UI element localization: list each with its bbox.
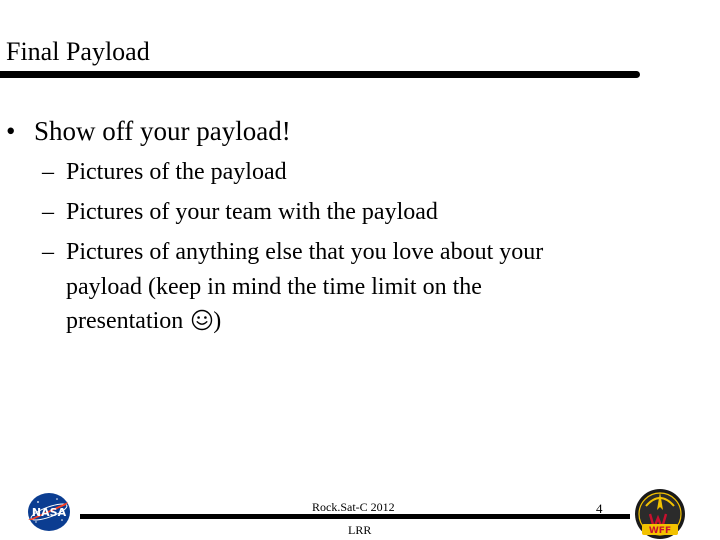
smiley-face-icon	[191, 309, 213, 331]
wff-logo	[632, 484, 688, 540]
footer-review: LRR	[348, 523, 372, 537]
sub-bullet-text: presentation	[66, 308, 184, 334]
sub-bullet-text: Pictures of anything else that you love about your	[66, 239, 544, 265]
sub-bullet-text: Pictures of the payload	[66, 159, 287, 185]
slide-title: Final Payload	[6, 37, 150, 66]
sub-bullet-text-end: )	[213, 308, 222, 334]
sub-bullet-text: Pictures of your team with the payload	[66, 199, 438, 225]
wff-logo-text: WFF	[648, 526, 672, 536]
title-divider	[0, 71, 640, 78]
sub-bullet-marker: –	[42, 239, 54, 265]
page-number: 4	[596, 501, 603, 516]
sub-bullet-marker: –	[42, 199, 54, 225]
nasa-logo	[24, 490, 74, 534]
sub-bullet-3-continuation: payload (keep in mind the time limit on the	[66, 274, 482, 300]
main-bullet	[6, 114, 291, 148]
main-bullet-text: Show off your payload!	[34, 116, 291, 146]
sub-bullet-marker: –	[42, 159, 54, 185]
footer-divider	[80, 514, 630, 519]
sub-bullet-1	[42, 155, 287, 189]
sub-bullet-2	[42, 195, 438, 229]
sub-bullet-3	[42, 235, 543, 269]
footer-event: Rock.Sat-C 2012	[312, 500, 395, 514]
bullet-marker: •	[6, 116, 16, 146]
sub-bullet-3-continuation-2	[66, 304, 221, 338]
nasa-logo-text: NASA	[31, 506, 67, 519]
